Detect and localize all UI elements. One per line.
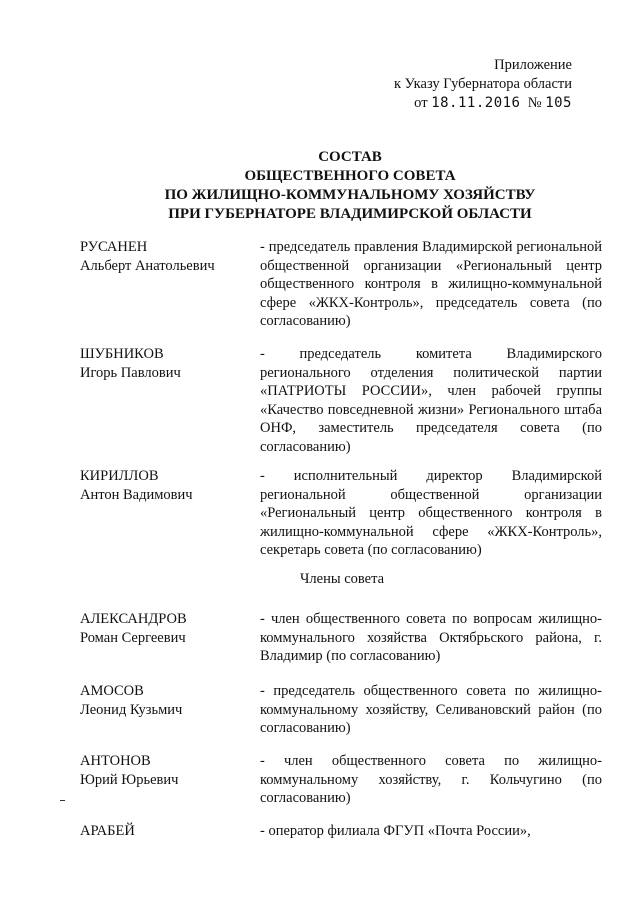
appendix-block bbox=[394, 56, 572, 113]
appendix-date-line bbox=[394, 94, 572, 113]
title-line: ПО ЖИЛИЩНО-КОММУНАЛЬНОМУ ХОЗЯЙСТВУ bbox=[164, 187, 536, 203]
title-line: СОСТАВ bbox=[318, 149, 382, 165]
member-surname: АНТОНОВ bbox=[80, 753, 151, 769]
margin-mark bbox=[60, 800, 65, 801]
title-line: ОБЩЕСТВЕННОГО СОВЕТА bbox=[244, 168, 456, 184]
members-heading: Члены совета bbox=[300, 571, 385, 587]
member-role: - член общественного совета по вопросам жилищно-коммунального хозяйства Октябрьского района, г. Владимир (по согласованию) bbox=[260, 611, 602, 664]
member-role: - председатель правления Владимирской региональной общественной организации «Региональный центр общественного контроля в жилищно-коммунальной сфере «ЖКХ-Контроль», председатель совета (по согласованию) bbox=[260, 239, 602, 329]
member-surname: АРАБЕЙ bbox=[80, 823, 135, 839]
member-given-name: Антон Вадимович bbox=[80, 486, 193, 503]
member-name bbox=[80, 822, 250, 841]
member-name bbox=[80, 467, 250, 504]
appendix-reference: к Указу Губернатора области bbox=[394, 76, 572, 92]
appendix-date: 18.11.2016 bbox=[431, 95, 521, 111]
member-surname: КИРИЛЛОВ bbox=[80, 468, 159, 484]
member-name bbox=[80, 610, 250, 647]
member-role: - оператор филиала ФГУП «Почта России», bbox=[260, 823, 531, 839]
member-role: - член общественного совета по жилищно-коммунальному хозяйству, г. Кольчугино (по согласованию) bbox=[260, 753, 602, 806]
member-role: - исполнительный директор Владимирской региональной общественной организации «Региональный центр общественного контроля в жилищно-коммунальной сфере «ЖКХ-Контроль», секретарь совета (по согласованию) bbox=[260, 468, 602, 558]
member-role: - председатель общественного совета по жилищно-коммунальному хозяйству, Селивановский район (по согласованию) bbox=[260, 683, 602, 736]
member-name bbox=[80, 682, 250, 719]
member-surname: АЛЕКСАНДРОВ bbox=[80, 611, 187, 627]
member-surname: ШУБНИКОВ bbox=[80, 346, 164, 362]
member-role: - председатель комитета Владимирского регионального отделения политической партии «ПАТРИОТЫ РОССИИ», член рабочей группы «Качество повседневной жизни» Регионального штаба ОНФ, заместитель председателя совета (по согласованию) bbox=[260, 346, 602, 455]
member-name bbox=[80, 345, 250, 382]
member-given-name: Юрий Юрьевич bbox=[80, 771, 179, 788]
appendix-number: 105 bbox=[545, 95, 572, 111]
document-title bbox=[0, 148, 640, 224]
member-name bbox=[80, 238, 250, 275]
member-given-name: Леонид Кузьмич bbox=[80, 701, 183, 718]
appendix-label: Приложение bbox=[494, 57, 572, 73]
member-surname: АМОСОВ bbox=[80, 683, 144, 699]
appendix-number-sign: № bbox=[527, 95, 542, 111]
member-name bbox=[80, 752, 250, 789]
title-line: ПРИ ГУБЕРНАТОРЕ ВЛАДИМИРСКОЙ ОБЛАСТИ bbox=[168, 206, 532, 222]
member-given-name: Альберт Анатольевич bbox=[80, 257, 215, 274]
member-given-name: Игорь Павлович bbox=[80, 364, 181, 381]
appendix-date-prefix: от bbox=[414, 95, 428, 111]
member-surname: РУСАНЕН bbox=[80, 239, 148, 255]
member-given-name: Роман Сергеевич bbox=[80, 629, 186, 646]
